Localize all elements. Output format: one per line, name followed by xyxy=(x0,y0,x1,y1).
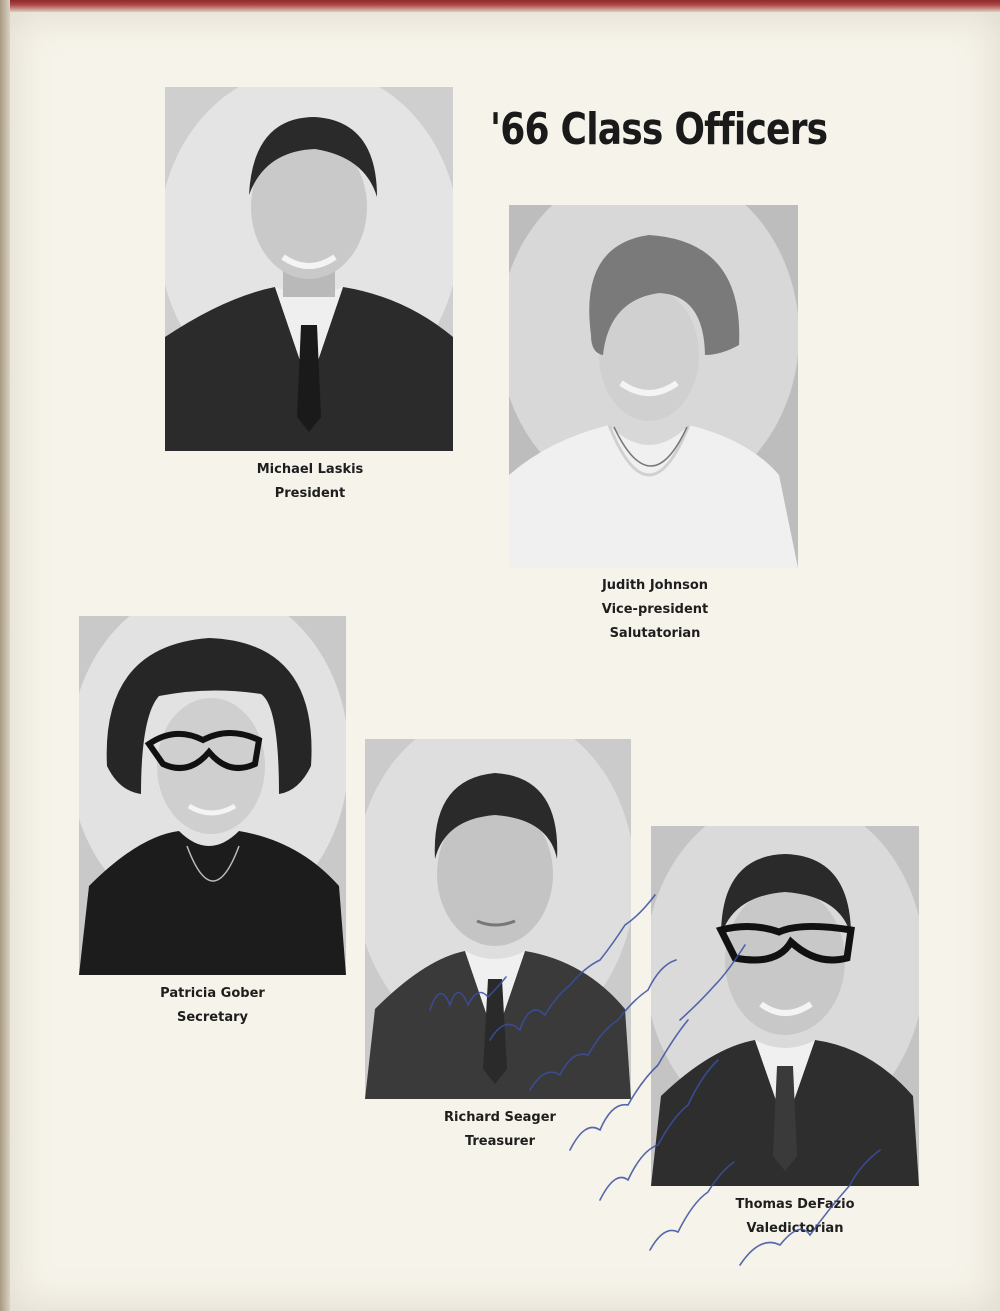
officer-role: Valedictorian xyxy=(746,1221,844,1236)
portrait-photo-judith-johnson xyxy=(509,205,798,568)
officer-role: Salutatorian xyxy=(609,626,701,641)
officer-name: Richard Seager xyxy=(444,1110,556,1125)
officer-caption-thomas-defazio xyxy=(680,1193,910,1241)
officer-name: Judith Johnson xyxy=(601,578,709,593)
portrait-photo-richard-seager xyxy=(365,739,631,1099)
officer-name: Thomas DeFazio xyxy=(735,1197,855,1212)
officer-name: Patricia Gober xyxy=(160,986,265,1001)
portrait-photo-thomas-defazio xyxy=(651,826,919,1186)
book-spine-edge xyxy=(0,0,10,1311)
portrait-photo-patricia-gober xyxy=(79,616,346,975)
officer-name: Michael Laskis xyxy=(256,462,364,477)
officer-role: Secretary xyxy=(177,1010,248,1025)
officer-caption-michael-laskis xyxy=(190,458,430,506)
officer-role: Vice-president xyxy=(601,602,709,617)
page-title: '66 Class Officers xyxy=(490,104,828,155)
officer-caption-richard-seager xyxy=(385,1106,615,1154)
book-cover-edge xyxy=(0,0,1000,12)
officer-caption-patricia-gober xyxy=(95,982,330,1030)
officer-role: Treasurer xyxy=(464,1134,536,1149)
officer-role: President xyxy=(274,486,346,501)
officer-caption-judith-johnson xyxy=(530,574,780,646)
portrait-photo-michael-laskis xyxy=(165,87,453,451)
